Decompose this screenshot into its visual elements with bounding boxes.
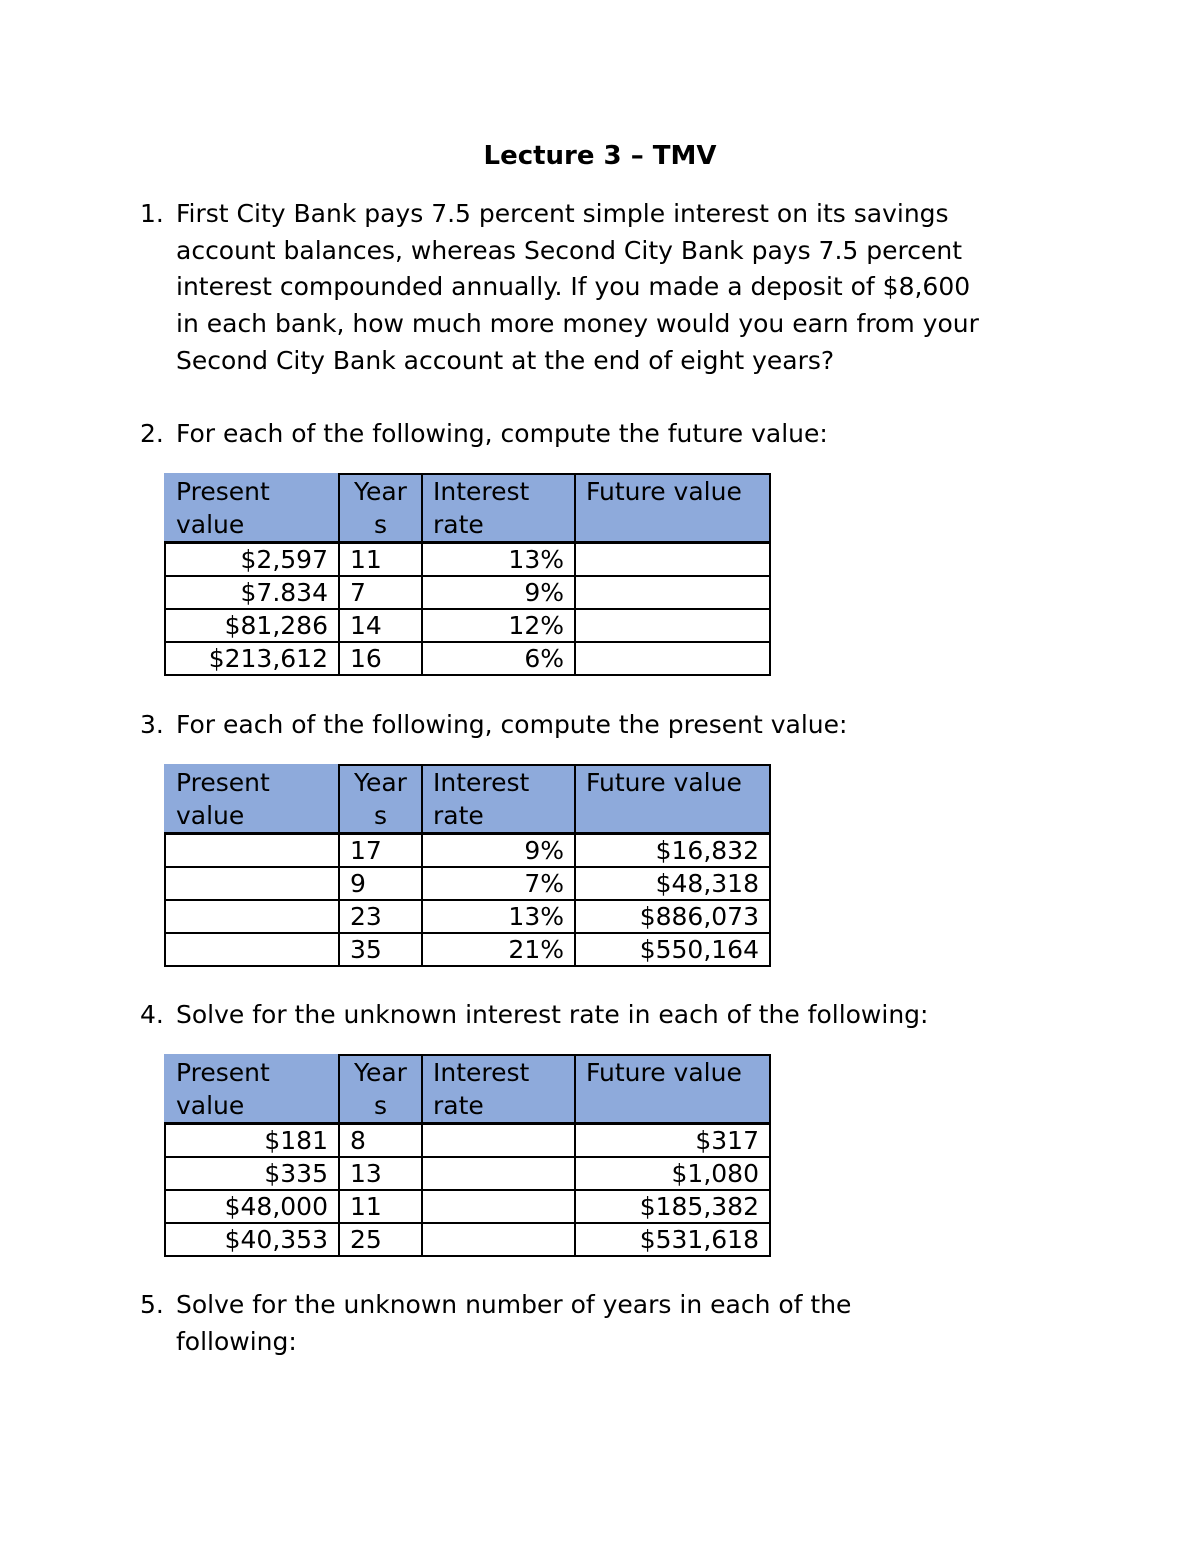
header-future-value: Future value — [575, 765, 770, 834]
interest-rate-table — [164, 1054, 771, 1257]
table-row — [165, 609, 770, 642]
years-cell: 13 — [339, 1157, 422, 1190]
interest-rate-cell[interactable] — [422, 1124, 575, 1158]
interest-rate-cell[interactable] — [422, 1157, 575, 1190]
present-value-cell: $181 — [165, 1124, 339, 1158]
interest-rate-cell: 13% — [422, 900, 575, 933]
present-value-cell: $2,597 — [165, 543, 339, 577]
future-value-cell: $550,164 — [575, 933, 770, 966]
future-value-cell: $48,318 — [575, 867, 770, 900]
interest-rate-cell[interactable] — [422, 1190, 575, 1223]
present-value-table — [164, 764, 771, 967]
question-line: Solve for the unknown number of years in each of the — [176, 1290, 852, 1319]
question-line: in each bank, how much more money would you earn from your — [176, 309, 979, 339]
header-years: Years — [339, 474, 422, 543]
header-interest-rate: Interest rate — [422, 765, 575, 834]
question-text: For each of the following, compute the present value: — [176, 710, 848, 739]
future-value-cell: $1,080 — [575, 1157, 770, 1190]
future-value-cell[interactable] — [575, 642, 770, 675]
years-cell: 23 — [339, 900, 422, 933]
present-value-cell: $7.834 — [165, 576, 339, 609]
question-line: following: — [176, 1326, 297, 1356]
table-row — [165, 642, 770, 675]
interest-rate-cell: 13% — [422, 543, 575, 577]
table-row — [165, 1190, 770, 1223]
question-line: Second City Bank account at the end of eight years? — [176, 345, 835, 375]
years-cell: 16 — [339, 642, 422, 675]
years-cell: 17 — [339, 834, 422, 868]
table-row — [165, 1223, 770, 1256]
present-value-cell[interactable] — [165, 834, 339, 868]
interest-rate-cell[interactable] — [422, 1223, 575, 1256]
table-row — [165, 834, 770, 868]
years-cell: 7 — [339, 576, 422, 609]
future-value-cell: $185,382 — [575, 1190, 770, 1223]
table-row — [165, 900, 770, 933]
interest-rate-cell: 21% — [422, 933, 575, 966]
table-row — [165, 933, 770, 966]
future-value-cell[interactable] — [575, 609, 770, 642]
table-header-row — [165, 1055, 770, 1124]
header-years: Years — [339, 765, 422, 834]
question-text: Solve for the unknown interest rate in each of the following: — [176, 1000, 929, 1029]
future-value-table — [164, 473, 771, 676]
question-line: interest compounded annually. If you made a deposit of $8,600 — [176, 272, 971, 302]
years-cell: 11 — [339, 1190, 422, 1223]
interest-rate-cell: 9% — [422, 576, 575, 609]
header-present-value: Present value — [165, 474, 339, 543]
question-number: 3. — [140, 710, 164, 739]
table-row — [165, 867, 770, 900]
interest-rate-cell: 6% — [422, 642, 575, 675]
question-5 — [140, 1287, 1080, 1360]
years-cell: 8 — [339, 1124, 422, 1158]
question-3 — [140, 707, 1080, 744]
present-value-cell: $213,612 — [165, 642, 339, 675]
question-1 — [140, 196, 1080, 380]
years-cell: 25 — [339, 1223, 422, 1256]
present-value-cell: $335 — [165, 1157, 339, 1190]
header-future-value: Future value — [575, 474, 770, 543]
header-years: Years — [339, 1055, 422, 1124]
present-value-cell[interactable] — [165, 933, 339, 966]
present-value-cell: $48,000 — [165, 1190, 339, 1223]
header-future-value: Future value — [575, 1055, 770, 1124]
header-interest-rate: Interest rate — [422, 1055, 575, 1124]
years-cell: 35 — [339, 933, 422, 966]
future-value-cell: $886,073 — [575, 900, 770, 933]
question-number: 2. — [140, 419, 164, 448]
question-number: 5. — [140, 1290, 164, 1319]
present-value-cell[interactable] — [165, 900, 339, 933]
table-row — [165, 1124, 770, 1158]
header-present-value: Present value — [165, 765, 339, 834]
present-value-cell[interactable] — [165, 867, 339, 900]
future-value-cell[interactable] — [575, 543, 770, 577]
interest-rate-cell: 9% — [422, 834, 575, 868]
header-present-value: Present value — [165, 1055, 339, 1124]
question-2 — [140, 416, 1080, 453]
interest-rate-cell: 7% — [422, 867, 575, 900]
header-interest-rate: Interest rate — [422, 474, 575, 543]
question-line: First City Bank pays 7.5 percent simple interest on its savings — [176, 199, 949, 228]
future-value-cell: $317 — [575, 1124, 770, 1158]
page-title: Lecture 3 – TMV — [483, 141, 717, 171]
question-line: account balances, whereas Second City Bank pays 7.5 percent — [176, 235, 963, 265]
future-value-cell: $531,618 — [575, 1223, 770, 1256]
question-4 — [140, 997, 1080, 1034]
future-value-cell[interactable] — [575, 576, 770, 609]
question-number: 4. — [140, 1000, 164, 1029]
table-header-row — [165, 765, 770, 834]
table-row — [165, 1157, 770, 1190]
question-text: For each of the following, compute the future value: — [176, 419, 828, 448]
present-value-cell: $40,353 — [165, 1223, 339, 1256]
present-value-cell: $81,286 — [165, 609, 339, 642]
interest-rate-cell: 12% — [422, 609, 575, 642]
table-row — [165, 576, 770, 609]
years-cell: 14 — [339, 609, 422, 642]
table-header-row — [165, 474, 770, 543]
table-row — [165, 543, 770, 577]
future-value-cell: $16,832 — [575, 834, 770, 868]
question-number: 1. — [140, 199, 164, 228]
years-cell: 11 — [339, 543, 422, 577]
years-cell: 9 — [339, 867, 422, 900]
